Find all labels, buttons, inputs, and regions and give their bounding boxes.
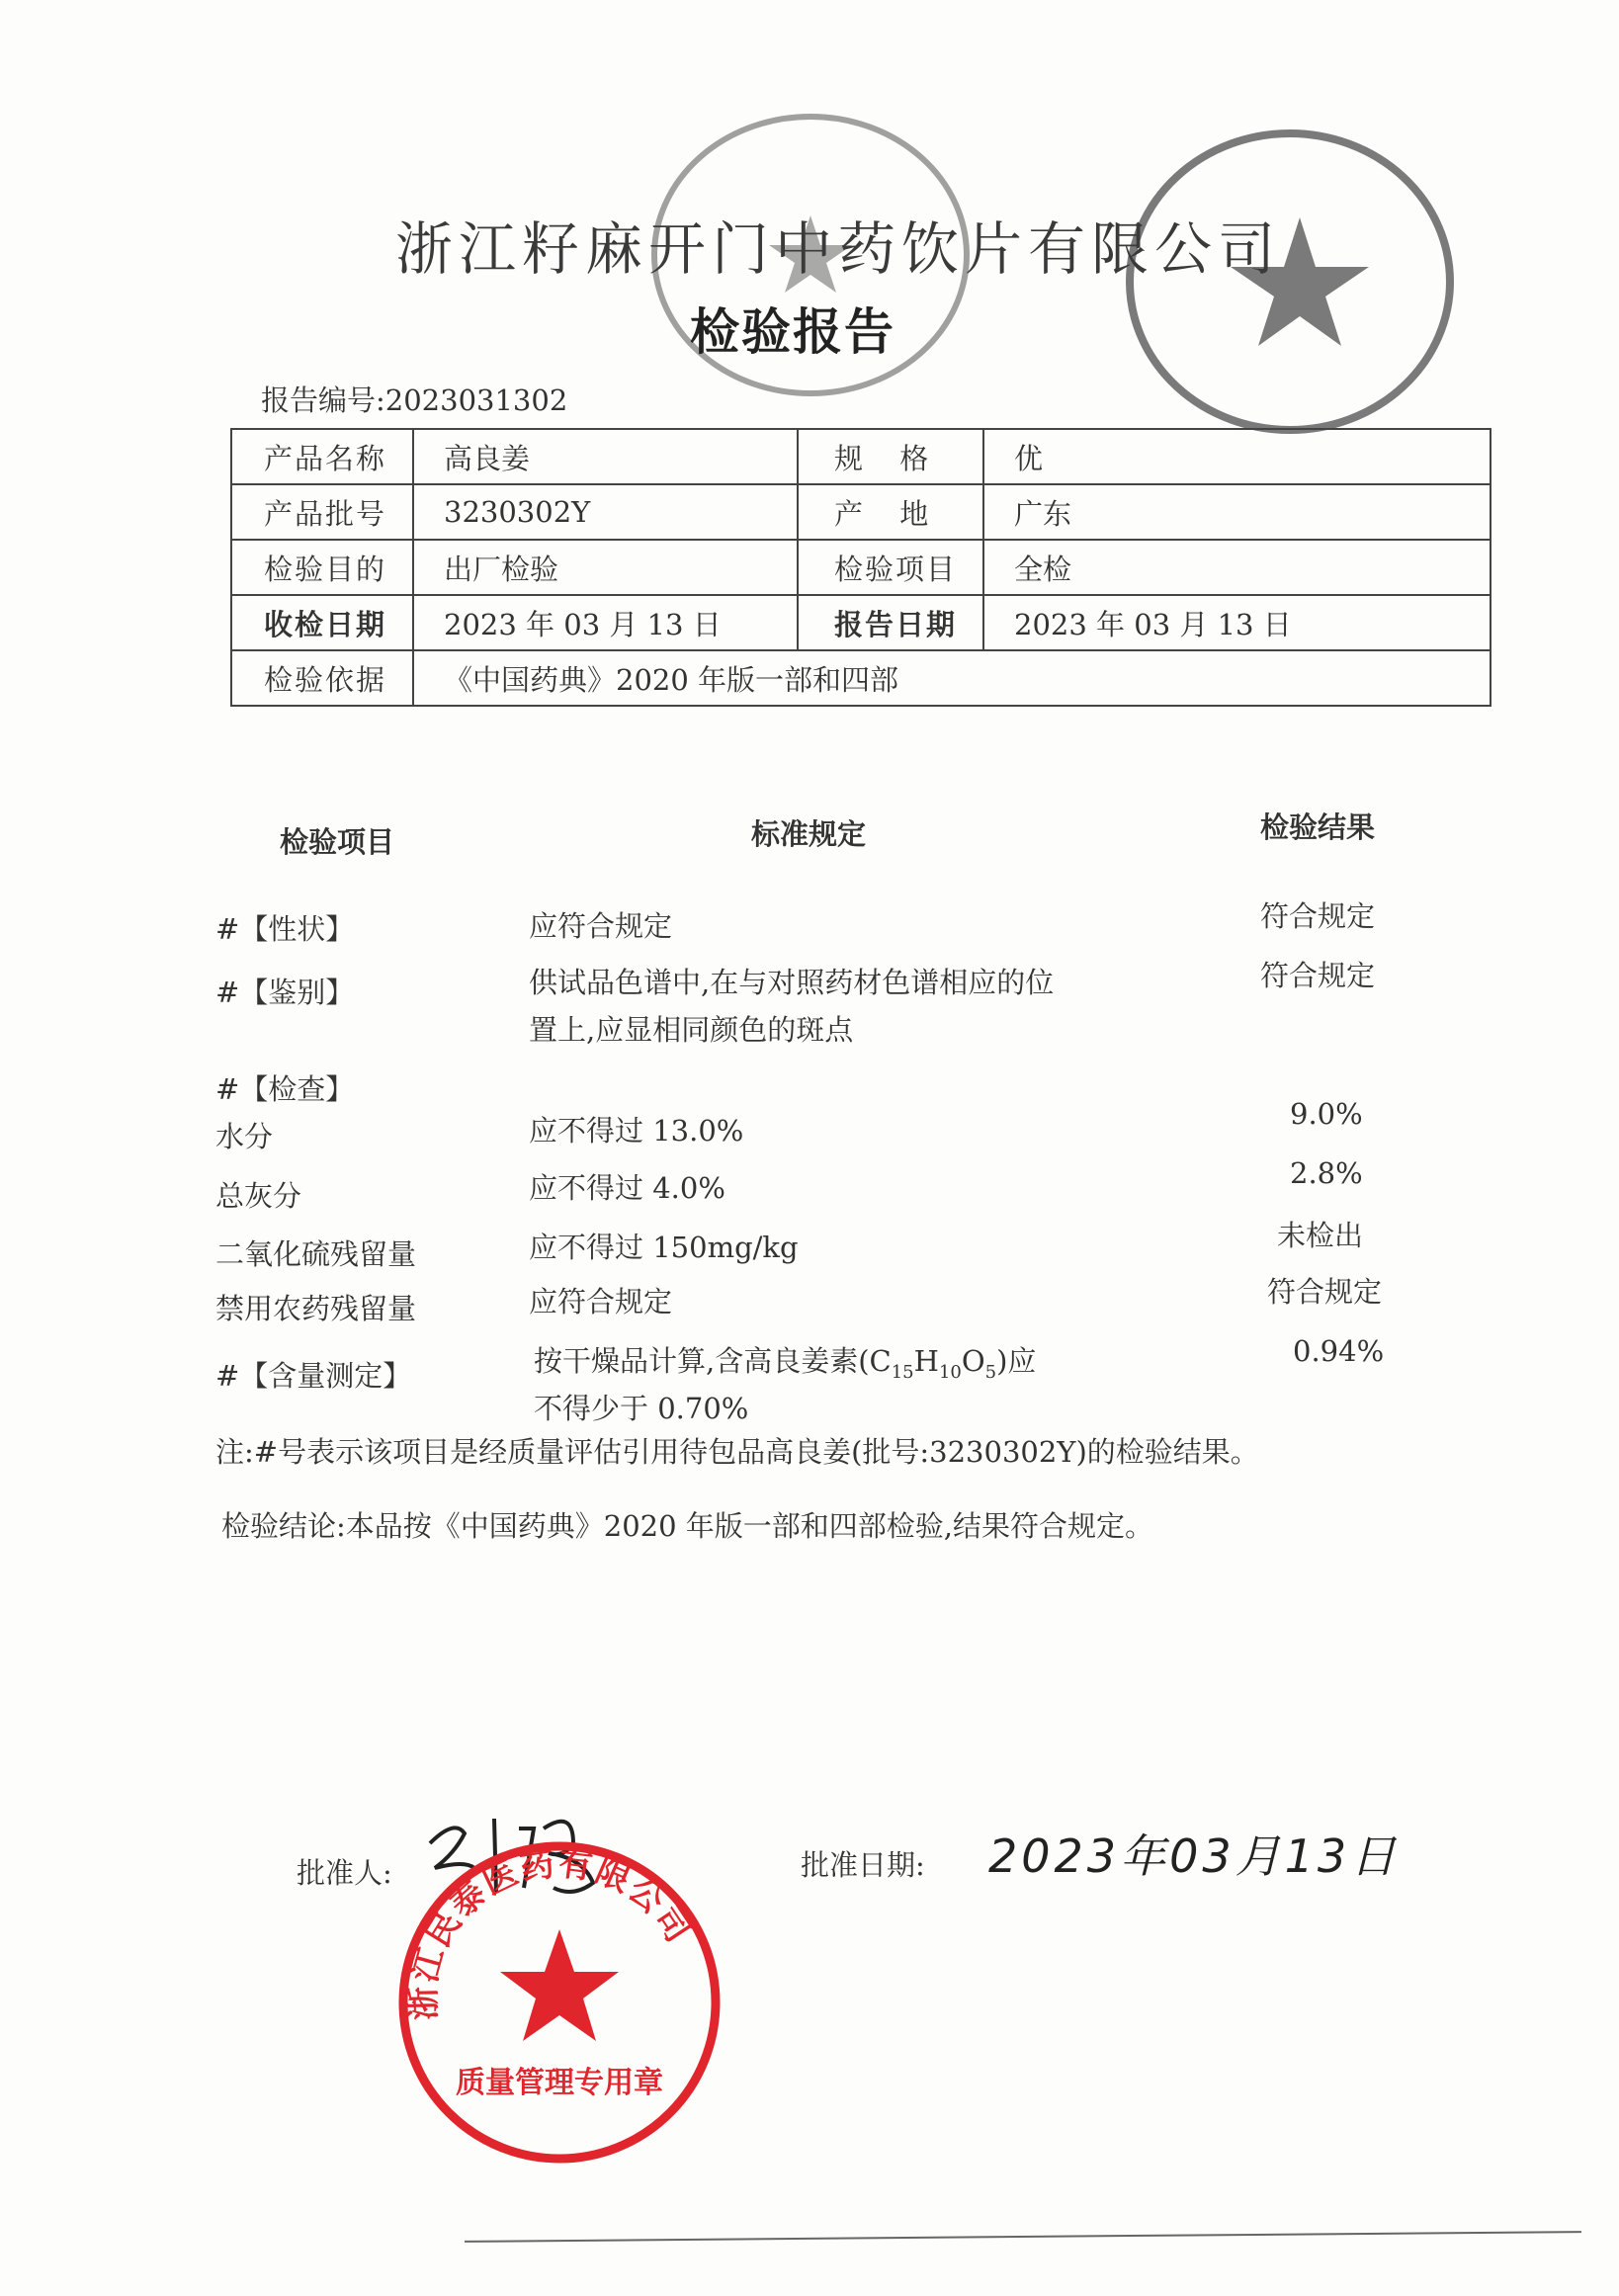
origin-label: 产 地: [798, 484, 983, 540]
row-item: #【鉴别】: [215, 976, 355, 1009]
product-name-value: 高良姜: [413, 429, 798, 484]
row-item: #【性状】: [215, 912, 355, 946]
formula-h: H: [913, 1344, 939, 1378]
approval-date-handwritten: 2023年03月13日: [988, 1829, 1401, 1883]
basis-value: 《中国药典》2020 年版一部和四部: [413, 650, 1491, 706]
row-standard-line2: 置上,应显相同颜色的斑点: [529, 1013, 854, 1047]
stamp-outer-text: 浙江民泰医药有限公司: [403, 1843, 699, 2021]
inspection-item-label: 检验项目: [798, 540, 983, 595]
purpose-value: 出厂检验: [413, 540, 798, 595]
report-number-value: 2023031302: [384, 383, 568, 417]
report-number-label: 报告编号:: [261, 383, 385, 417]
row-item: 禁用农药残留量: [215, 1292, 417, 1325]
row-standard: 应符合规定: [529, 909, 673, 943]
row-result: 0.94%: [1293, 1334, 1385, 1368]
approval-date-label: 批准日期:: [801, 1848, 925, 1882]
origin-value: 广东: [983, 484, 1491, 540]
formula-pre: 按干燥品计算,含高良姜素(C: [534, 1344, 892, 1378]
spec-label: 规 格: [798, 429, 983, 484]
receive-date-value: 2023 年 03 月 13 日: [413, 595, 798, 650]
inspection-item-value: 全检: [983, 540, 1491, 595]
conclusion: 检验结论:本品按《中国药典》2020 年版一部和四部检验,结果符合规定。: [221, 1509, 1154, 1543]
batch-label: 产品批号: [231, 484, 413, 540]
row-result: 符合规定: [1260, 959, 1376, 992]
row-result: 9.0%: [1290, 1097, 1363, 1131]
row-standard: 应符合规定: [529, 1285, 673, 1318]
row-standard: 应不得过 150mg/kg: [529, 1231, 799, 1264]
row-result: 未检出: [1277, 1219, 1364, 1252]
formula-sub-h: 10: [938, 1361, 962, 1383]
row-standard-line2: 不得少于 0.70%: [534, 1392, 749, 1425]
row-item: #【检查】: [215, 1072, 355, 1106]
formula-post: )应: [996, 1344, 1037, 1378]
formula-sub-o: 5: [984, 1361, 997, 1383]
company-name: 浙江籽麻开门中药饮片有限公司: [395, 215, 1282, 283]
spec-value: 优: [983, 429, 1491, 484]
row-result: 符合规定: [1260, 899, 1376, 933]
formula-o: O: [961, 1344, 985, 1378]
col-header-item: 检验项目: [280, 825, 395, 859]
row-standard: 应不得过 4.0%: [529, 1171, 725, 1205]
formula-sub-c: 15: [891, 1361, 914, 1383]
row-result: 符合规定: [1267, 1275, 1383, 1309]
row-item: #【含量测定】: [215, 1359, 412, 1393]
product-name-label: 产品名称: [231, 429, 413, 484]
document-title: 检验报告: [690, 302, 895, 361]
row-item: 总灰分: [215, 1179, 302, 1213]
row-standard: 供试品色谱中,在与对照药材色谱相应的位: [529, 966, 1055, 999]
report-date-value: 2023 年 03 月 13 日: [983, 595, 1491, 650]
approver-label: 批准人:: [297, 1856, 392, 1890]
batch-value: 3230302Y: [413, 484, 798, 540]
report-date-label: 报告日期: [798, 595, 983, 650]
row-standard: 应不得过 13.0%: [529, 1114, 744, 1148]
row-result: 2.8%: [1290, 1156, 1363, 1190]
col-header-result: 检验结果: [1260, 810, 1376, 844]
page-edge-line: [465, 2231, 1581, 2243]
note: 注:#号表示该项目是经质量评估引用待包品高良姜(批号:3230302Y)的检验结果。: [215, 1435, 1259, 1469]
row-item: 二氧化硫残留量: [215, 1237, 417, 1271]
stamp-inner-text: 质量管理专用章: [456, 2066, 663, 2100]
col-header-standard: 标准规定: [751, 817, 867, 851]
receive-date-label: 收检日期: [231, 595, 413, 650]
purpose-label: 检验目的: [231, 540, 413, 595]
quality-stamp: [397, 1840, 722, 2165]
row-standard: [534, 1339, 1036, 1383]
basis-label: 检验依据: [231, 650, 413, 706]
row-item: 水分: [215, 1120, 274, 1153]
report-number: [261, 379, 567, 419]
product-info-table: [230, 428, 1491, 707]
